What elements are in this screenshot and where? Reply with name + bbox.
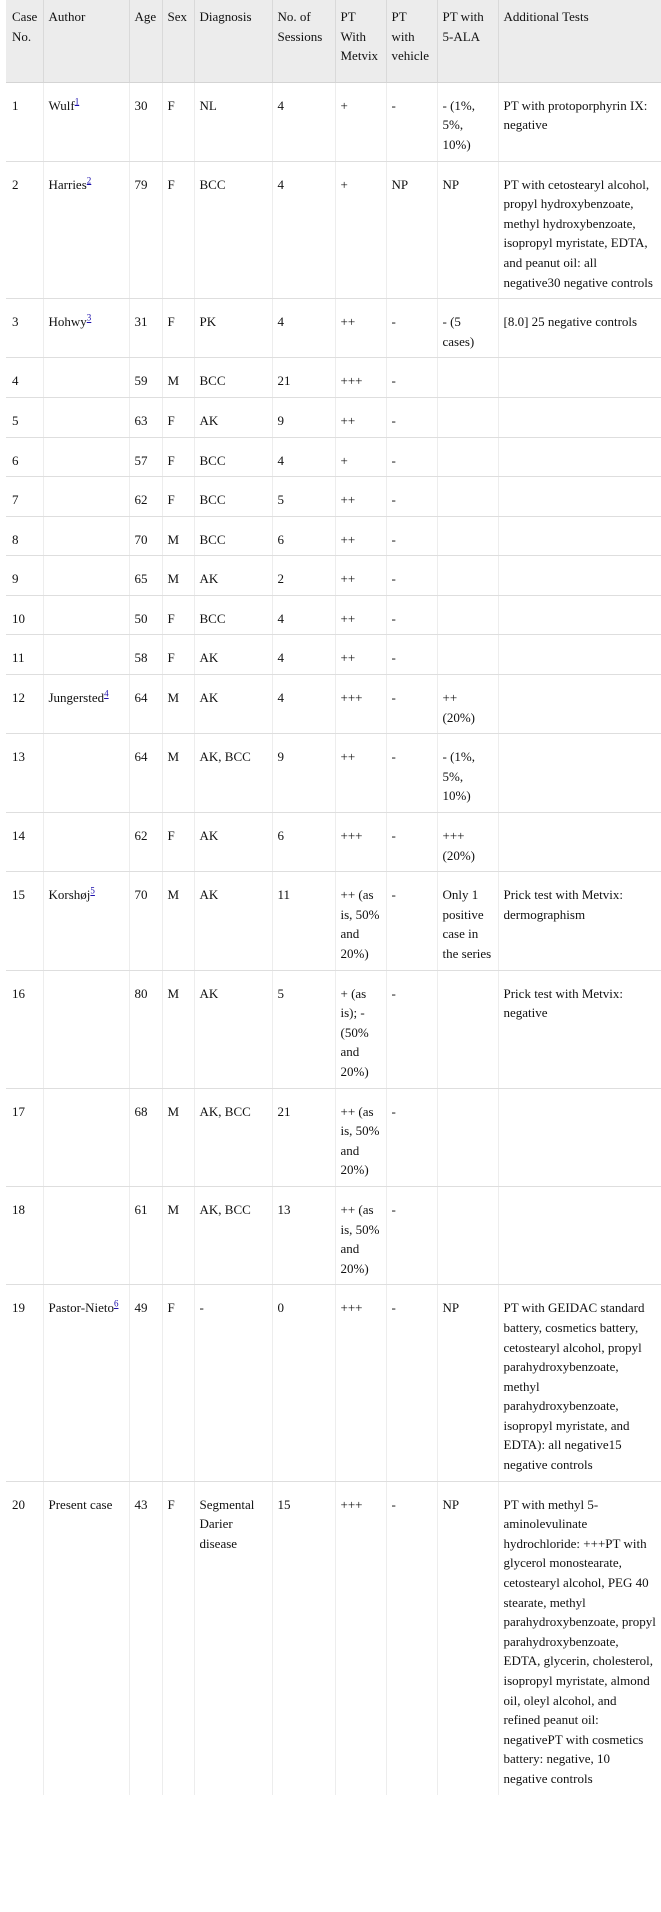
sex-cell: M <box>162 358 194 398</box>
case-no-cell: 1 <box>6 82 43 161</box>
age-cell: 64 <box>129 734 162 813</box>
author-name: Pastor-Nieto <box>48 1300 114 1316</box>
table-row <box>6 82 661 161</box>
sessions-cell: 9 <box>272 734 335 813</box>
pt-5-ala-cell: - (1%, 5%, 10%) <box>437 82 498 161</box>
case-no-cell: 9 <box>6 556 43 596</box>
age-cell: 59 <box>129 358 162 398</box>
author-cell <box>43 595 129 635</box>
pt-5-ala-cell: - (5 cases) <box>437 299 498 358</box>
pt-vehicle-cell: - <box>386 675 437 734</box>
additional-tests-cell: PT with cetostearyl alcohol, propyl hydroxybenzoate, methyl hydroxybenzoate, isopropyl myristate, EDTA, and peanut oil: all negative30 negative controls <box>498 161 661 299</box>
case-no-cell: 12 <box>6 675 43 734</box>
pt-metvix-cell: +++ <box>335 1285 386 1481</box>
sessions-cell: 4 <box>272 82 335 161</box>
pt-vehicle-cell: - <box>386 358 437 398</box>
diagnosis-cell: BCC <box>194 358 272 398</box>
pt-metvix-cell: ++ (as is, 50% and 20%) <box>335 1088 386 1186</box>
age-cell: 63 <box>129 397 162 437</box>
pt-vehicle-cell: - <box>386 477 437 517</box>
age-cell: 79 <box>129 161 162 299</box>
additional-tests-cell <box>498 595 661 635</box>
column-header-age: Age <box>129 0 162 82</box>
pt-vehicle-cell: - <box>386 595 437 635</box>
pt-5-ala-cell <box>437 556 498 596</box>
reference-link[interactable]: 4 <box>104 688 109 699</box>
additional-tests-cell <box>498 675 661 734</box>
additional-tests-cell <box>498 813 661 872</box>
sex-cell: F <box>162 813 194 872</box>
author-name: Hohwy <box>48 314 87 330</box>
sex-cell: M <box>162 872 194 970</box>
pt-metvix-cell: + <box>335 82 386 161</box>
pt-metvix-cell: + <box>335 437 386 477</box>
diagnosis-cell: AK <box>194 397 272 437</box>
author-cell <box>43 1285 129 1481</box>
age-cell: 49 <box>129 1285 162 1481</box>
table-row <box>6 675 661 734</box>
diagnosis-cell: Segmental Darier disease <box>194 1481 272 1794</box>
additional-tests-cell <box>498 1088 661 1186</box>
age-cell: 30 <box>129 82 162 161</box>
diagnosis-cell: AK <box>194 872 272 970</box>
diagnosis-cell: AK <box>194 813 272 872</box>
table-row <box>6 161 661 299</box>
pt-vehicle-cell: - <box>386 1481 437 1794</box>
table-row <box>6 635 661 675</box>
author-cell <box>43 397 129 437</box>
additional-tests-cell <box>498 516 661 556</box>
pt-metvix-cell: ++ <box>335 734 386 813</box>
age-cell: 50 <box>129 595 162 635</box>
author-name: Harries <box>48 176 87 192</box>
pt-metvix-cell: ++ <box>335 477 386 517</box>
age-cell: 43 <box>129 1481 162 1794</box>
pt-vehicle-cell: - <box>386 437 437 477</box>
diagnosis-cell: BCC <box>194 437 272 477</box>
table-row <box>6 734 661 813</box>
table-row <box>6 397 661 437</box>
table-row <box>6 1186 661 1284</box>
pt-metvix-cell: ++ <box>335 397 386 437</box>
column-header-sessions: No. of Sessions <box>272 0 335 82</box>
pt-5-ala-cell <box>437 635 498 675</box>
sex-cell: F <box>162 595 194 635</box>
table-row <box>6 299 661 358</box>
additional-tests-cell <box>498 477 661 517</box>
pt-vehicle-cell: - <box>386 556 437 596</box>
additional-tests-cell: PT with methyl 5-aminolevulinate hydrochloride: +++PT with glycerol monostearate, cetostearyl alcohol, PEG 40 stearate, methyl parahydroxybenzoate, propyl parahydroxybenzoate, EDTA, glycerin, cholesterol, isopropyl myristate, almond oil, oleyl alcohol, and refined peanut oil: negativePT with cosmetics battery: negative, 10 negative controls <box>503 1496 656 1786</box>
column-header-author: Author <box>43 0 129 82</box>
pt-metvix-cell: ++ (as is, 50% and 20%) <box>335 1186 386 1284</box>
reference-link[interactable]: 3 <box>86 312 92 323</box>
pt-metvix-cell: ++ <box>335 516 386 556</box>
sessions-cell: 13 <box>272 1186 335 1284</box>
sex-cell: F <box>162 477 194 517</box>
author-cell <box>43 1481 129 1794</box>
case-no-cell: 8 <box>6 516 43 556</box>
pt-metvix-cell: +++ <box>335 813 386 872</box>
author-cell <box>43 872 129 970</box>
sex-cell: M <box>162 734 194 813</box>
table-row <box>6 970 661 1088</box>
pt-vehicle-cell: - <box>386 1285 437 1481</box>
age-cell: 57 <box>129 437 162 477</box>
additional-tests-cell <box>498 437 661 477</box>
author-cell <box>43 675 129 734</box>
pt-metvix-cell: + (as is); - (50% and 20%) <box>335 970 386 1088</box>
sessions-cell: 5 <box>272 970 335 1088</box>
pt-5-ala-cell: - (1%, 5%, 10%) <box>437 734 498 813</box>
reference-link[interactable]: 1 <box>74 96 80 107</box>
sex-cell: F <box>162 1481 194 1794</box>
column-header-case-no: Case No. <box>6 0 43 82</box>
pt-5-ala-cell <box>437 437 498 477</box>
diagnosis-cell: PK <box>194 299 272 358</box>
case-no-cell: 11 <box>6 635 43 675</box>
pt-5-ala-cell <box>437 970 498 1088</box>
author-name: Korshøj <box>48 887 91 903</box>
table-row <box>6 556 661 596</box>
sessions-cell: 6 <box>272 813 335 872</box>
additional-tests-cell: Prick test with Metvix: negative <box>498 970 661 1088</box>
table-row <box>6 1285 661 1481</box>
case-no-cell: 4 <box>6 358 43 398</box>
pt-5-ala-cell: NP <box>437 1481 498 1794</box>
table-row <box>6 358 661 398</box>
sessions-cell: 9 <box>272 397 335 437</box>
sex-cell: F <box>162 1285 194 1481</box>
pt-metvix-cell: ++ <box>335 595 386 635</box>
pt-vehicle-cell: - <box>386 299 437 358</box>
sessions-cell: 6 <box>272 516 335 556</box>
sessions-cell: 21 <box>272 358 335 398</box>
author-cell <box>43 82 129 161</box>
author-cell <box>43 556 129 596</box>
sex-cell: M <box>162 675 194 734</box>
pt-5-ala-cell <box>437 477 498 517</box>
reference-link[interactable]: 2 <box>86 175 92 186</box>
pt-vehicle-cell: NP <box>386 161 437 299</box>
pt-5-ala-cell: ++ (20%) <box>437 675 498 734</box>
pt-vehicle-cell: - <box>386 397 437 437</box>
column-header-pt-metvix: PT With Metvix <box>335 0 386 82</box>
pt-vehicle-cell: - <box>386 82 437 161</box>
pt-metvix-cell: + <box>335 161 386 299</box>
table-row <box>6 813 661 872</box>
pt-metvix-cell: ++ <box>335 635 386 675</box>
diagnosis-cell: AK <box>194 635 272 675</box>
sex-cell: F <box>162 437 194 477</box>
table-header-row <box>6 0 661 82</box>
case-no-cell: 17 <box>6 1088 43 1186</box>
case-no-cell: 14 <box>6 813 43 872</box>
pt-vehicle-cell: - <box>386 635 437 675</box>
table-row <box>6 595 661 635</box>
pt-5-ala-cell: NP <box>437 1285 498 1481</box>
author-cell <box>43 161 129 299</box>
additional-tests-cell <box>498 556 661 596</box>
pt-metvix-cell: ++ (as is, 50% and 20%) <box>335 872 386 970</box>
age-cell: 70 <box>129 872 162 970</box>
case-no-cell: 10 <box>6 595 43 635</box>
author-cell <box>43 1088 129 1186</box>
sex-cell: F <box>162 161 194 299</box>
pt-metvix-cell: ++ <box>335 556 386 596</box>
sessions-cell: 11 <box>272 872 335 970</box>
sessions-cell: 4 <box>272 675 335 734</box>
author-cell <box>43 358 129 398</box>
author-cell <box>43 970 129 1088</box>
age-cell: 64 <box>129 675 162 734</box>
pt-metvix-cell: ++ <box>335 299 386 358</box>
author-cell <box>43 437 129 477</box>
author-cell <box>43 1186 129 1284</box>
diagnosis-cell: AK <box>194 675 272 734</box>
sessions-cell: 4 <box>272 437 335 477</box>
pt-vehicle-cell: - <box>386 516 437 556</box>
diagnosis-cell: - <box>194 1285 272 1481</box>
pt-vehicle-cell: - <box>386 734 437 813</box>
age-cell: 80 <box>129 970 162 1088</box>
author-cell <box>43 299 129 358</box>
age-cell: 62 <box>129 477 162 517</box>
age-cell: 61 <box>129 1186 162 1284</box>
age-cell: 58 <box>129 635 162 675</box>
author-name: Jungersted <box>48 690 105 706</box>
diagnosis-cell: AK <box>194 970 272 1088</box>
pt-vehicle-cell: - <box>386 813 437 872</box>
table-row <box>6 437 661 477</box>
case-no-cell: 18 <box>6 1186 43 1284</box>
diagnosis-cell: BCC <box>194 516 272 556</box>
column-header-pt-vehicle: PT with vehicle <box>386 0 437 82</box>
case-no-cell: 16 <box>6 970 43 1088</box>
author-cell <box>43 635 129 675</box>
sessions-cell: 15 <box>272 1481 335 1794</box>
additional-tests-cell: [8.0] 25 negative controls <box>498 299 661 358</box>
diagnosis-cell: AK, BCC <box>194 734 272 813</box>
pt-vehicle-cell: - <box>386 970 437 1088</box>
diagnosis-cell: BCC <box>194 161 272 299</box>
pt-vehicle-cell: - <box>386 1088 437 1186</box>
additional-tests-cell <box>498 397 661 437</box>
pt-5-ala-cell <box>437 1088 498 1186</box>
case-no-cell: 5 <box>6 397 43 437</box>
additional-tests-cell <box>498 734 661 813</box>
column-header-sex: Sex <box>162 0 194 82</box>
sex-cell: M <box>162 1088 194 1186</box>
pt-5-ala-cell: +++ (20%) <box>437 813 498 872</box>
age-cell: 65 <box>129 556 162 596</box>
pt-5-ala-cell <box>437 516 498 556</box>
sessions-cell: 21 <box>272 1088 335 1186</box>
reference-link[interactable]: 6 <box>113 1298 119 1309</box>
additional-tests-cell: PT with protoporphyrin IX: negative <box>498 82 661 161</box>
age-cell: 31 <box>129 299 162 358</box>
case-no-cell: 20 <box>6 1481 43 1794</box>
table-row <box>6 516 661 556</box>
pt-5-ala-cell: Only 1 positive case in the series <box>437 872 498 970</box>
diagnosis-cell: BCC <box>194 477 272 517</box>
pt-5-ala-cell: NP <box>437 161 498 299</box>
sex-cell: M <box>162 516 194 556</box>
age-cell: 62 <box>129 813 162 872</box>
sessions-cell: 4 <box>272 161 335 299</box>
sex-cell: M <box>162 556 194 596</box>
additional-tests-cell <box>498 1186 661 1284</box>
table-row <box>6 477 661 517</box>
author-cell <box>43 516 129 556</box>
column-header-diagnosis: Diagnosis <box>194 0 272 82</box>
additional-tests-cell: Prick test with Metvix: dermographism <box>498 872 661 970</box>
author-cell <box>43 813 129 872</box>
case-no-cell: 13 <box>6 734 43 813</box>
sex-cell: M <box>162 1186 194 1284</box>
author-cell <box>43 477 129 517</box>
sessions-cell: 5 <box>272 477 335 517</box>
diagnosis-cell: AK <box>194 556 272 596</box>
age-cell: 68 <box>129 1088 162 1186</box>
author-name: Present case <box>48 1496 113 1512</box>
table-body <box>6 82 661 1794</box>
case-reports-table <box>6 0 661 1795</box>
column-header-pt-5-ala: PT with 5-ALA <box>437 0 498 82</box>
case-no-cell: 3 <box>6 299 43 358</box>
case-no-cell: 7 <box>6 477 43 517</box>
author-cell <box>43 734 129 813</box>
case-no-cell: 15 <box>6 872 43 970</box>
pt-vehicle-cell: - <box>386 1186 437 1284</box>
reference-link[interactable]: 5 <box>90 885 95 896</box>
pt-vehicle-cell: - <box>386 872 437 970</box>
sessions-cell: 2 <box>272 556 335 596</box>
sex-cell: F <box>162 82 194 161</box>
diagnosis-cell: AK, BCC <box>194 1088 272 1186</box>
diagnosis-cell: AK, BCC <box>194 1186 272 1284</box>
pt-5-ala-cell <box>437 1186 498 1284</box>
case-no-cell: 2 <box>6 161 43 299</box>
sex-cell: M <box>162 970 194 1088</box>
pt-5-ala-cell <box>437 397 498 437</box>
column-header-additional-tests: Additional Tests <box>498 0 661 82</box>
author-name: Wulf <box>48 97 75 113</box>
diagnosis-cell: NL <box>194 82 272 161</box>
additional-tests-cell: PT with GEIDAC standard battery, cosmetics battery, cetostearyl alcohol, propyl parahydroxybenzoate, methyl parahydroxybenzoate, isopropyl myristate, and EDTA): all negative15 negative controls <box>498 1285 661 1481</box>
diagnosis-cell: BCC <box>194 595 272 635</box>
additional-tests-cell <box>498 635 661 675</box>
sessions-cell: 4 <box>272 635 335 675</box>
age-cell: 70 <box>129 516 162 556</box>
sex-cell: F <box>162 635 194 675</box>
pt-5-ala-cell <box>437 358 498 398</box>
sessions-cell: 4 <box>272 299 335 358</box>
table-row <box>6 1481 661 1794</box>
case-no-cell: 19 <box>6 1285 43 1481</box>
pt-metvix-cell: +++ <box>335 675 386 734</box>
pt-metvix-cell: +++ <box>335 1481 386 1794</box>
sessions-cell: 0 <box>272 1285 335 1481</box>
table-row <box>6 872 661 970</box>
pt-5-ala-cell <box>437 595 498 635</box>
additional-tests-cell <box>498 358 661 398</box>
sex-cell: F <box>162 299 194 358</box>
sex-cell: F <box>162 397 194 437</box>
table-row <box>6 1088 661 1186</box>
case-no-cell: 6 <box>6 437 43 477</box>
sessions-cell: 4 <box>272 595 335 635</box>
pt-metvix-cell: +++ <box>335 358 386 398</box>
